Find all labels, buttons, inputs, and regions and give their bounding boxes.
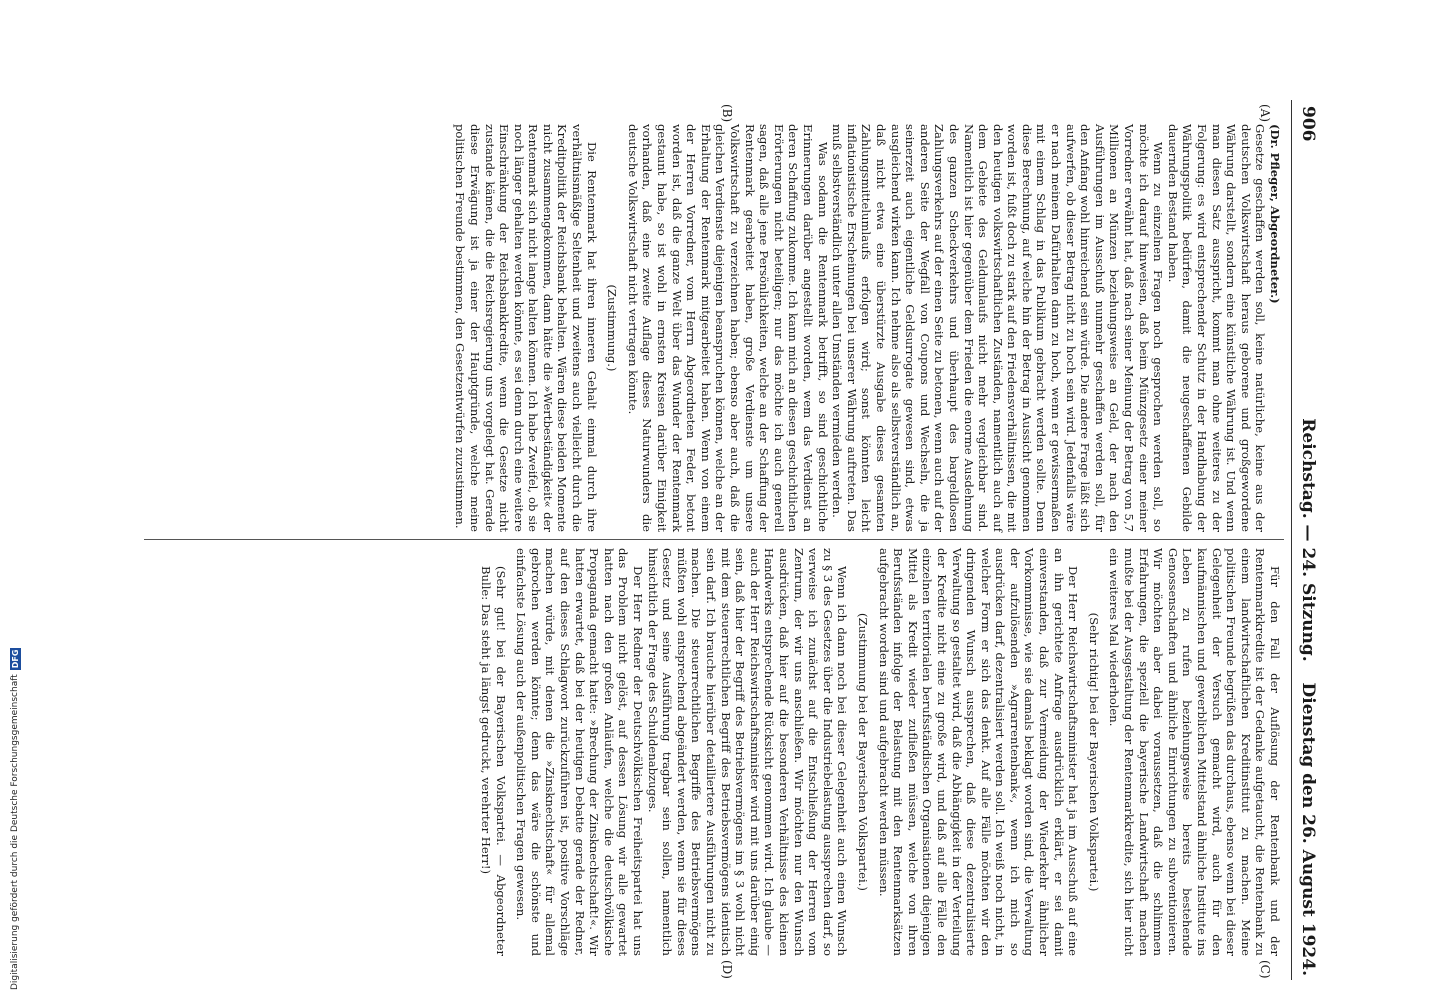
paragraph: Die Rentenmark hat ihren inneren Gehalt einmal durch ihre verhältnismäßige Seltenheit und zweitens auch vielleicht durch die Kreditpolitik der Reichsbank behalten. Wären diese beiden Momente nicht zusammengekommen, dann hätte die »Wertbeständigkeit« der Rentenmark sich nicht lange halten können. Ich habe Zweifel, ob sie noch länger gehalten werden könnte, es sei denn durch eine weitere Einschränkung der Reichsbankkredite, wenn die Gesetze nicht zustande kämen, die die Reichsregierung uns vorgelegt hat. Gerade diese Erwägung ist ja einer der Hauptgründe, welche meine politischen Freunde bestimmen, den Gesetzentwürfen zuzustimmen. [453, 124, 599, 532]
left-column [132, 124, 1282, 532]
margin-mark-a: (A) [1258, 104, 1272, 123]
paragraph: Wenn ich dann noch bei dieser Gelegenheit auch einen Wunsch zu § 3 des Gesetzes über die Industriebelastung aussprechen darf, so verweise ich zunächst auf die Entschließung der Herren vom Zentrum, der wir uns anschließen. Wir möchten nur den Wunsch ausdrücken, daß hier auf die besonderen Verhältnisse des kleinen Handwerks entsprechende Rücksicht genommen wird. Ich glaube — auch der Herr Reichswirtschaftsminister wird mit uns darüber einig sein, daß hier der Begriff des Betriebsvermögens im § 3 wohl nicht mit dem steuerrechtlichen Begriff des Betriebsvermögens identisch sein darf. Ich brauche hierüber detailliertere Ausführungen nicht zu machen. Die steuerrechtlichen Begriffe des Betriebsvermögens müßten wohl entsprechend abgeändert werden, wenn sie für dieses Gesetz und seine Ausführung tragbar sein sollen, namentlich hinsichtlich der Frage des Schuldenabzuges. [645, 548, 850, 956]
right-column [132, 548, 1282, 956]
speaker-label: (Dr. Pfleger, Abgeordneter.) [1268, 124, 1282, 304]
session-title: Reichstag. — 24. Sitzung. [1298, 418, 1318, 662]
paragraph: Für den Fall der Auflösung der Rentenbank und der Rentenmarkkredite ist der Gedanke aufgetaucht, die Rentenbank zu einem landwirtschaftlichen Kreditinstitut zu machen. Meine politischen Freunde begrüßen das durchaus, ebenso wenn bei dieser Gelegenheit der Versuch gemacht wird, auch für den kaufmännischen und gewerblichen Mittelstand ähnliche Institute ins Leben zu rufen beziehungsweise bereits bestehende Genossenschaften und ähnliche Einrichtungen zu subventionieren. Wir möchten aber dabei voraussetzen, daß die schlimmen Erfahrungen, die speziell die bayerische Landwirtschaft machen mußte bei der Ausgestaltung der Rentenmarkkredite, sich hier nicht ein weiteres Mal wiederholen. [1107, 548, 1282, 956]
margin-mark-b: (B) [720, 104, 734, 123]
paragraph: Der Herr Redner der Deutschvölkischen Freiheitspartei hat uns das Problem nicht gelöst, auf dessen Lösung wir alle gewartet hatten nach den großen Anläufen, welche die deutschvölkische Propaganda gemacht hatte: »Brechung der Zinsknechtschaft!«. Wir hatten erwartet, daß bei der heutigen Debatte gerade der Redner, auf den dieses Schlagwort zurückzuführen ist, positive Vorschläge machen würde, mit denen die »Zinsknechtschaft« für allemal gebrochen werden könnte; denn das wäre die schönste und einfachste Lösung auch der außenpolitischen Fragen gewesen. [514, 548, 646, 956]
side-strip [0, 0, 18, 1000]
paragraph: Der Herr Reichswirtschaftsminister hat ja im Ausschuß auf eine an ihn gerichtete Anfrage ausdrücklich erklärt, er sei damit einverstanden, daß zur Vermeidung der Wiederkehr ähnlicher Vorkommnisse, wie sie damals beklagt worden sind, die Verwaltung der aufzulösenden »Agrarrentenbank«, wenn ich mich so ausdrücken darf, dezentralisiert werden soll. Ich weiß noch nicht, in welcher Form er sich das denkt. Auf alle Fälle möchten wir den dringenden Wunsch aussprechen, daß diese dezentralisierte Verwaltung so gestaltet wird, daß die Abhängigkeit in der Verteilung der Kredite nicht eine zu große wird, und daß auf alle Fälle den einzelnen territorialen berufsständischen Organisationen diejenigen Mittel als Kredit wieder zufließen müssen, welche von ihren Berufsständen infolge der Belastung mit den Rentenmarksätzen aufgebracht worden sind und aufgebracht werden müssen. [876, 548, 1081, 956]
funding-note [9, 648, 21, 990]
interjection-note: (Sehr gut! bei der Bayerischen Volkspartei. — Abgeordneter Bulle: Das steht ja längst gedruckt, verehrter Herr!) [479, 566, 508, 956]
page-number: 906 [1298, 106, 1318, 142]
margin-mark-d: (D) [720, 960, 734, 979]
column-divider [144, 539, 1284, 540]
paragraph: Wenn zu einzelnen Fragen noch gesprochen werden soll, so möchte ich darauf hinweisen, daß beim Münzgesetz einer meiner Vorredner erwähnt hat, daß nach seiner Meinung der Betrag von 5,7 Millionen an Münzen beziehungsweise an Geld, der nach den Ausführungen im Ausschuß nunmehr geschaffen werden soll, für den Anfang wohl hinreichend sein würde. Die andere Frage läßt sich aufwerfen, ob dieser Betrag nicht zu hoch sein wird. Jedenfalls wäre er nach meinem Dafürhalten dann zu hoch, wenn er gewissermaßen mit einem Schlag in das Publikum gebracht werden sollte. Denn diese Berechnung, auf welche hin der Betrag in Aussicht genommen worden ist, fußt doch zu stark auf den Friedensverhältnissen, die mit den heutigen volkswirtschaftlichen Zuständen, namentlich auch auf dem Gebiete des Geldumlaufs nicht mehr vergleichbar sind. Namentlich ist hier gegenüber dem Frieden die enorme Ausdehnung des ganzen Scheckverkehrs und überhaupt des bargeldlosen Zahlungsverkehrs auf der einen Seite zu betonen, wenn auch auf der anderen Seite der Wegfall von Coupons und Wechseln, die ja seinerzeit auch eigentliche Geldsurrogate gewesen sind, etwas ausgleichend wirken kann. Ich nehme also als selbstverständlich an, daß nicht etwa eine überstürzte Ausgabe dieses gesamten Zahlungsmittelumlaufs erfolgen wird; sonst könnten leicht inflationistische Erscheinungen bei unserer Währung auftreten. Das muß selbstverständlich unter allen Umständen vermieden werden. [830, 124, 1166, 532]
approval-note: (Sehr richtig! bei der Bayerischen Volkspartei.) [1086, 612, 1101, 892]
document-page [122, 100, 1322, 980]
funding-text: Digitalisierung gefördert durch die Deutsche Forschungsgemeinschaft [10, 674, 20, 990]
paragraph: Gesetze geschaffen werden soll, keine natürliche, keine aus der deutschen Volkswirtschaft heraus geborene und großgewordene Währung darstellt, sondern eine künstliche Währung ist. Und wenn man diesen Satz ausspricht, kommt man ohne weiteres zu der Folgerung: es wird entsprechender Schutz in der Handhabung der Währungspolitik bedürfen, damit die neugeschaffenen Gebilde dauernden Bestand haben. [1165, 124, 1268, 532]
paragraph: Was sodann die Rentenmark betrifft, so sind geschichtliche Erinnerungen darüber angestellt worden, wem das Verdienst an deren Schaffung zukomme. Ich kann mich an diesen geschichtlichen Erörterungen nicht beteiligen; nur das möchte ich auch generell sagen, daß alle jene Persönlichkeiten, welche an der Schaffung der Rentenmark gearbeitet haben, große Verdienste um unsere Volkswirtschaft zu verzeichnen haben; ebenso aber auch, daß die gleichen Verdienste diejenigen beanspruchen können, welche an der Erhaltung der Rentenmark mitgearbeitet haben. Wenn von einem der Herren Vorredner, vom Herrn Abgeordneten Feder, betont worden ist, daß die ganze Welt über das Wunder der Rentenmark gestaunt habe, so ist wohl in ernsten Kreisen darüber Einigkeit vorhanden, daß eine zweite Auflage dieses Naturwunders die deutsche Volkswirtschaft nicht vertragen könnte. [625, 124, 830, 532]
approval-note: (Zustimmung bei der Bayerischen Volkspartei.) [855, 613, 870, 891]
session-date: Dienstag den 26. August 1924. [1298, 682, 1318, 976]
margin-mark-c: (C) [1258, 960, 1272, 979]
page-header [1291, 100, 1322, 980]
rotated-page [122, 100, 1322, 980]
approval-note: (Zustimmung.) [605, 284, 620, 372]
dfg-logo: DFG [10, 649, 20, 669]
